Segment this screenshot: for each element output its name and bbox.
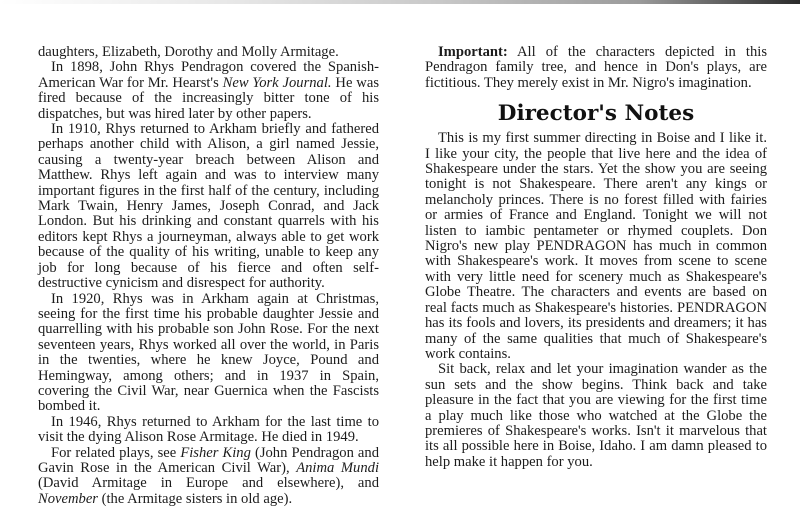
left-paragraph-3: In 1910, Rhys returned to Arkham briefly and fathered perhaps another child with Alison, a girl named Jessie, causing a twenty-year breach between Alison and Matthew. Rhys left again and was to interview many important figures in the first half of the century, including Mark Twain, Henry James, Joseph Conrad, and Jack London. But his drinking and constant quarrels with his editors kept Rhys a journeyman, always able to get work because of the quality of his writing, unable to keep any job for long because of his fierce and often self-destructive cynicism and disrespect for authority. <box>38 121 379 292</box>
left-paragraph-2 <box>38 60 379 122</box>
paragraph-text: (David Armitage in Europe and elsewhere), and <box>38 475 379 492</box>
important-text: All of the characters depicted in this Pendragon family tree, and hence in Don's plays, are fictitious. They merely exist in Mr. Nigro's imagination. <box>425 44 767 91</box>
important-notice <box>425 45 767 91</box>
paragraph-text: (John Pendragon and Gavin Rose in the American Civil War), <box>38 444 380 476</box>
directors-notes-paragraph-1: This is my first summer directing in Boise and I like it. I like your city, the people that live here and the idea of Shakespeare under the stars. Yet the show you are seeing tonight is not Shakespeare. There aren't any kings or melancholy princes. There is no forest filled with fairies or armies of France and England. Tonight we will not listen to iambic pentameter or rhymed couplets. Don Nigro's new play PENDRAGON has much in common with Shakespeare's work. It moves from scene to scene with very little need for scenery much as Shakespeare's Globe Theatre. The characters and events are based on real facts much as Shakespeare's histories. PENDRAGON has its fools and lovers, its presidents and dreamers; it has many of the same qualities that much of Shakespeare's work contains. <box>425 130 767 362</box>
left-paragraph-5: In 1946, Rhys returned to Arkham for the last time to visit the dying Alison Rose Armitage. He died in 1949. <box>38 413 379 446</box>
directors-notes-heading: Director's Notes <box>497 101 695 127</box>
left-page-column <box>38 45 379 507</box>
paragraph-text: In 1898, John Rhys Pendragon covered the Spanish-American War for Mr. Hearst's <box>38 59 379 91</box>
left-paragraph-1: daughters, Elizabeth, Dorothy and Molly Armitage. <box>38 44 339 60</box>
directors-notes-paragraph-2: Sit back, relax and let your imagination wander as the sun sets and the show begins. Think back and take pleasure in the fact that you are viewing for the first time a play much like those who watched at the Globe the premieres of Shakespeare's works. Isn't it marvelous that its all possible here in Boise, Idaho. I am damn pleased to help make it happen for you. <box>425 361 767 470</box>
play-title-november: November <box>38 490 98 507</box>
paragraph-text: He was fired because of the increasingly bitter tone of his dispatches, but was hired later by other papers. <box>38 74 379 122</box>
left-paragraph-4: In 1920, Rhys was in Arkham again at Christmas, seeing for the first time his probable daughter Jessie and quarrelling with his probable son John Rose. For the next seventeen years, Rhys worked all over the world, in Paris in the twenties, where he knew Joyce, Pound and Hemingway, among others; and in 1937 in Spain, covering the Civil War, near Guernica when the Fascists bombed it. <box>38 290 379 415</box>
play-title-anima-mundi: Anima Mundi <box>296 459 380 476</box>
important-label: Important: <box>438 44 508 60</box>
play-title-fisher-king: Fisher King <box>180 444 251 461</box>
right-page-column <box>425 45 767 470</box>
related-plays-paragraph <box>38 446 379 508</box>
page-top-edge-shadow <box>0 0 800 4</box>
newspaper-title: New York Journal. <box>222 74 332 91</box>
paragraph-text: For related plays, see <box>51 444 181 461</box>
paragraph-text: (the Armitage sisters in old age). <box>97 490 293 507</box>
